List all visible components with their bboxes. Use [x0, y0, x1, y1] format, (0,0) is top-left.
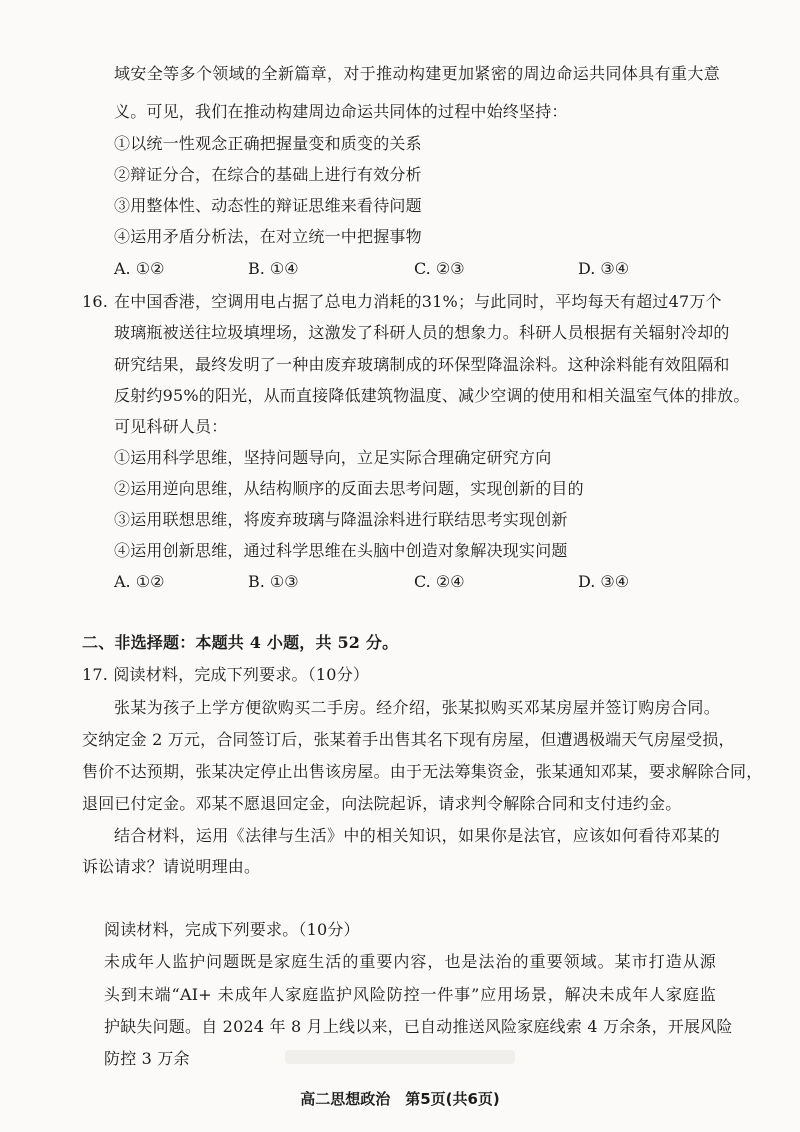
q17-material-line-3: 售价不达预期，张某决定停止出售该房屋。由于无法筹集资金，张某通知邓某，要求解除合同， [82, 762, 763, 781]
q17-question-line-1: 结合材料，运用《法律与生活》中的相关知识，如果你是法官，应该如何看待邓某的 [114, 826, 720, 845]
q16-stem-line-1: 在中国香港，空调用电占据了总电力消耗的31%；与此同时，平均每天有超过47万个 [114, 292, 722, 311]
q16-stem-line-4: 反射约95%的阳光，从而直接降低建筑物温度、减少空调的使用和相关温室气体的排放。 [114, 386, 750, 405]
q18-material-line-4: 防控 3 万余 [104, 1049, 190, 1068]
q17-material-line-2: 交纳定金 2 万元，合同签订后，张某着手出售其名下现有房屋，但遭遇极端天气房屋受损， [82, 730, 735, 749]
scan-smudge [285, 1050, 515, 1064]
q16-number: 16. [82, 292, 109, 311]
q15-option-d: D. ③④ [578, 259, 630, 278]
q16-item-2: ②运用逆向思维，从结构顺序的反面去思考问题，实现创新的目的 [114, 479, 584, 498]
q15-option-b: B. ①④ [248, 259, 299, 278]
q15-option-c: C. ②③ [414, 259, 465, 278]
q16-option-a: A. ①② [114, 572, 165, 591]
q17-material-line-1: 张某为孩子上学方便欲购买二手房。经介绍，张某拟购买邓某房屋并签订购房合同。 [114, 698, 720, 717]
q15-option-a: A. ①② [114, 259, 165, 278]
q15-item-3: ③用整体性、动态性的辩证思维来看待问题 [114, 196, 422, 215]
q17-material-line-4: 退回已付定金。邓某不愿退回定金，向法院起诉，请求判令解除合同和支付违约金。 [82, 794, 682, 813]
q18-material-line-1: 未成年人监护问题既是家庭生活的重要内容，也是法治的重要领域。某市打造从源 [104, 952, 716, 971]
section-heading: 二、非选择题：本题共 4 小题，共 52 分。 [82, 633, 399, 652]
q16-item-3: ③运用联想思维，将废弃玻璃与降温涂料进行联结思考实现创新 [114, 510, 568, 529]
page-footer: 高二思想政治 第5页(共6页) [300, 1090, 500, 1108]
q16-item-1: ①运用科学思维，坚持问题导向，立足实际合理确定研究方向 [114, 448, 552, 467]
q16-option-b: B. ①③ [248, 572, 299, 591]
q16-stem-line-2: 玻璃瓶被送往垃圾填埋场，这激发了科研人员的想象力。科研人员根据有关辐射冷却的 [114, 323, 730, 342]
q16-option-c: C. ②④ [414, 572, 465, 591]
q15-stem-line-2: 义。可见，我们在推动构建周边命运共同体的过程中始终坚持： [114, 102, 568, 121]
q17-question-line-2: 诉讼请求？请说明理由。 [82, 857, 261, 876]
q15-item-1: ①以统一性观念正确把握量变和质变的关系 [114, 134, 422, 153]
q18-title: 阅读材料，完成下列要求。（10分） [104, 920, 360, 939]
q18-material-line-3: 护缺失问题。自 2024 年 8 月上线以来，已自动推送风险家庭线索 4 万余条，开展风险 [104, 1017, 733, 1036]
q15-item-4: ④运用矛盾分析法，在对立统一中把握事物 [114, 227, 422, 246]
q17-title: 17. 阅读材料，完成下列要求。（10分） [82, 665, 370, 684]
q18-material-line-2: 头到末端“AI+ 未成年人家庭监护风险防控一件事”应用场景，解决未成年人家庭监 [104, 985, 716, 1004]
q16-item-4: ④运用创新思维，通过科学思维在头脑中创造对象解决现实问题 [114, 541, 568, 560]
q15-stem-line-1: 域安全等多个领域的全新篇章，对于推动构建更加紧密的周边命运共同体具有重大意 [114, 64, 720, 83]
q15-item-2: ②辩证分合，在综合的基础上进行有效分析 [114, 165, 422, 184]
q16-option-d: D. ③④ [578, 572, 630, 591]
q16-stem-line-3: 研究结果，最终发明了一种由废弃玻璃制成的环保型降温涂料。这种涂料能有效阻隔和 [114, 355, 730, 374]
q16-stem-line-5: 可见科研人员： [114, 417, 228, 436]
